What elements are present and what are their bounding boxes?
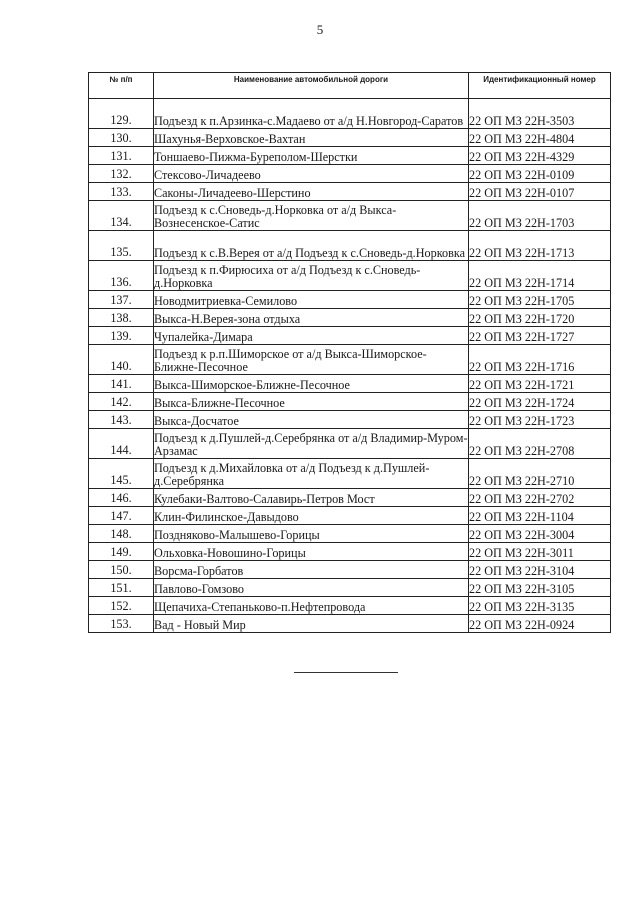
row-number: 145. [89,459,154,489]
row-number: 142. [89,393,154,411]
row-number: 135. [89,231,154,261]
road-ident: 22 ОП МЗ 22Н-1721 [469,375,611,393]
table-row [89,615,611,633]
table-row [89,375,611,393]
road-ident: 22 ОП МЗ 22Н-1713 [469,231,611,261]
road-ident: 22 ОП МЗ 22Н-0924 [469,615,611,633]
header-number: № п/п [89,73,154,99]
road-ident: 22 ОП МЗ 22Н-1705 [469,291,611,309]
header-ident-number: Идентификационный номер [469,73,611,99]
road-ident: 22 ОП МЗ 22Н-1104 [469,507,611,525]
table-row [89,99,611,129]
table-row [89,429,611,459]
row-number: 144. [89,429,154,459]
road-name: Вад - Новый Мир [154,615,469,633]
row-number: 150. [89,561,154,579]
road-name: Выкса-Досчатое [154,411,469,429]
table-row [89,561,611,579]
table-row [89,459,611,489]
footer-divider [294,672,398,673]
row-number: 139. [89,327,154,345]
row-number: 147. [89,507,154,525]
road-name: Выкса-Ближне-Песочное [154,393,469,411]
table-row [89,231,611,261]
row-number: 148. [89,525,154,543]
road-ident: 22 ОП МЗ 22Н-1727 [469,327,611,345]
road-name: Подъезд к с.В.Верея от а/д Подъезд к с.Сноведь-д.Норковка [154,231,469,261]
table-row [89,309,611,327]
table-row [89,201,611,231]
road-name: Клин-Филинское-Давыдово [154,507,469,525]
road-name: Ворсма-Горбатов [154,561,469,579]
table-row [89,291,611,309]
table-body [89,99,611,633]
table-row [89,129,611,147]
road-ident: 22 ОП МЗ 22Н-3503 [469,99,611,129]
road-name: Щепачиха-Степаньково-п.Нефтепровода [154,597,469,615]
row-number: 132. [89,165,154,183]
row-number: 130. [89,129,154,147]
road-name: Павлово-Гомзово [154,579,469,597]
road-ident: 22 ОП МЗ 22Н-2702 [469,489,611,507]
table-row [89,579,611,597]
row-number: 151. [89,579,154,597]
table-row [89,543,611,561]
road-name: Подъезд к п.Арзинка-с.Мадаево от а/д Н.Новгород-Саратов [154,99,469,129]
page-number: 5 [316,22,324,37]
row-number: 141. [89,375,154,393]
table-row [89,261,611,291]
road-ident: 22 ОП МЗ 22Н-2710 [469,459,611,489]
road-name: Кулебаки-Валтово-Салавирь-Петров Мост [154,489,469,507]
row-number: 146. [89,489,154,507]
table-row [89,393,611,411]
row-number: 152. [89,597,154,615]
table-row [89,525,611,543]
table-row [89,597,611,615]
road-ident: 22 ОП МЗ 22Н-1724 [469,393,611,411]
road-ident: 22 ОП МЗ 22Н-1723 [469,411,611,429]
row-number: 134. [89,201,154,231]
road-name: Саконы-Личадеево-Шерстино [154,183,469,201]
roads-table [88,72,611,633]
row-number: 153. [89,615,154,633]
road-ident: 22 ОП МЗ 22Н-1703 [469,201,611,231]
header-road-name: Наименование автомобильной дороги [154,73,469,99]
road-name: Стексово-Личадеево [154,165,469,183]
table-row [89,147,611,165]
road-name: Тоншаево-Пижма-Буреполом-Шерстки [154,147,469,165]
road-ident: 22 ОП МЗ 22Н-0109 [469,165,611,183]
row-number: 143. [89,411,154,429]
road-name: Выкса-Н.Верея-зона отдыха [154,309,469,327]
table-row [89,183,611,201]
road-ident: 22 ОП МЗ 22Н-3011 [469,543,611,561]
road-name: Подъезд к п.Фирюсиха от а/д Подъезд к с.Сноведь-д.Норковка [154,261,469,291]
table-row [89,507,611,525]
road-name: Шахунья-Верховское-Вахтан [154,129,469,147]
road-ident: 22 ОП МЗ 22Н-1720 [469,309,611,327]
road-name: Чупалейка-Димара [154,327,469,345]
row-number: 136. [89,261,154,291]
road-ident: 22 ОП МЗ 22Н-3105 [469,579,611,597]
table-row [89,165,611,183]
road-ident: 22 ОП МЗ 22Н-2708 [469,429,611,459]
road-name: Подъезд к д.Пушлей-д.Серебрянка от а/д Владимир-Муром-Арзамас [154,429,469,459]
road-ident: 22 ОП МЗ 22Н-4329 [469,147,611,165]
row-number: 137. [89,291,154,309]
table-row [89,489,611,507]
road-name: Новодмитриевка-Семилово [154,291,469,309]
row-number: 140. [89,345,154,375]
road-name: Подъезд к с.Сноведь-д.Норковка от а/д Выкса-Вознесенское-Сатис [154,201,469,231]
row-number: 129. [89,99,154,129]
road-ident: 22 ОП МЗ 22Н-1714 [469,261,611,291]
table-header-row [89,73,611,99]
row-number: 138. [89,309,154,327]
row-number: 133. [89,183,154,201]
road-ident: 22 ОП МЗ 22Н-1716 [469,345,611,375]
road-ident: 22 ОП МЗ 22Н-3135 [469,597,611,615]
row-number: 131. [89,147,154,165]
row-number: 149. [89,543,154,561]
road-ident: 22 ОП МЗ 22Н-3104 [469,561,611,579]
table-row [89,411,611,429]
table-row [89,345,611,375]
road-name: Выкса-Шиморское-Ближне-Песочное [154,375,469,393]
road-ident: 22 ОП МЗ 22Н-3004 [469,525,611,543]
road-name: Поздняково-Малышево-Горицы [154,525,469,543]
road-name: Подъезд к р.п.Шиморское от а/д Выкса-Шиморское-Ближне-Песочное [154,345,469,375]
road-ident: 22 ОП МЗ 22Н-0107 [469,183,611,201]
road-ident: 22 ОП МЗ 22Н-4804 [469,129,611,147]
road-name: Ольховка-Новошино-Горицы [154,543,469,561]
table-row [89,327,611,345]
road-name: Подъезд к д.Михайловка от а/д Подъезд к д.Пушлей-д.Серебрянка [154,459,469,489]
